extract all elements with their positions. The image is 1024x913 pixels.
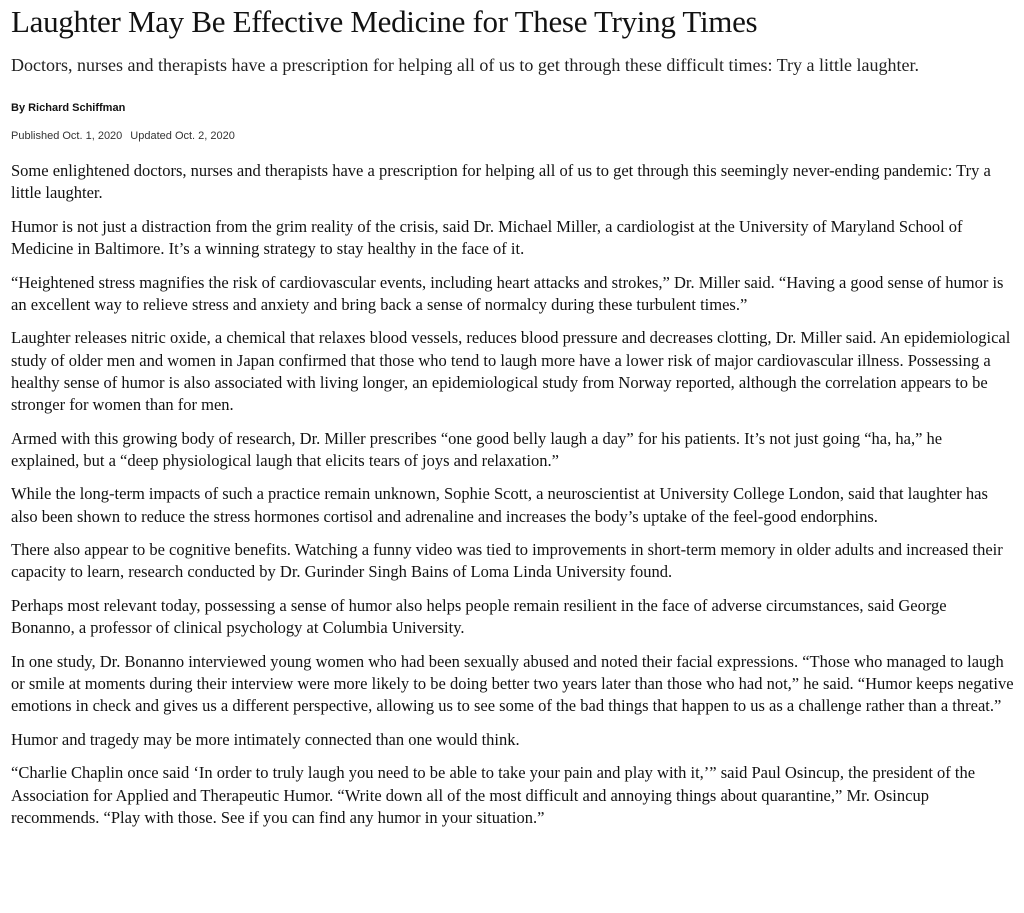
article-body [11,160,1014,829]
article-paragraph: Humor and tragedy may be more intimately connected than one would think. [11,729,520,749]
article-paragraph: In one study, Dr. Bonanno interviewed young women who had been sexually abused and noted their facial expressions. “Those who managed to laugh or smile at moments during their interview were more likely to be doing better two years later than those who had not,” he said. “Humor keeps negative emotions in check and gives us a different perspective, allowing us to see some of the bad things that happen to us as a challenge rather than a threat.” [11,651,1014,716]
article-paragraph: Some enlightened doctors, nurses and therapists have a prescription for helping all of us to get through this seemingly never-ending pandemic: Try a little laughter. [11,161,991,203]
published-date: Published Oct. 1, 2020 [11,130,123,142]
article-paragraph: Laughter releases nitric oxide, a chemical that relaxes blood vessels, reduces blood pressure and decreases clotting, Dr. Miller said. An epidemiological study of older men and women in Japan confirmed that those who tend to laugh more have a lower risk of major cardiovascular illness. Possessing a healthy sense of humor is also associated with living longer, an epidemiological study from Norway reported, although the correlation appears to be stronger for women than for men. [11,328,1011,414]
article-paragraph: “Charlie Chaplin once said ‘In order to truly laugh you need to be able to take your pain and play with it,’” said Paul Osincup, the president of the Association for Applied and Therapeutic Humor. “Write down all of the most difficult and annoying things about quarantine,” Mr. Osincup recommends. “Play with those. See if you can find any humor in your situation.” [11,763,976,827]
article-byline: By Richard Schiffman [11,102,126,114]
article-paragraph: “Heightened stress magnifies the risk of cardiovascular events, including heart attacks and strokes,” Dr. Miller said. “Having a good sense of humor is an excellent way to relieve stress and anxiety and bring back a sense of normalcy during these turbulent times.” [11,272,1004,314]
article-paragraph: Armed with this growing body of research, Dr. Miller prescribes “one good belly laugh a day” for his patients. It’s not just going “ha, ha,” he explained, but a “deep physiological laugh that elicits tears of joys and relaxation.” [11,428,943,470]
updated-date: Updated Oct. 2, 2020 [130,130,235,142]
article-dates [11,129,1014,143]
article-paragraph: Perhaps most relevant today, possessing a sense of humor also helps people remain resilient in the face of adverse circumstances, said George Bonanno, a professor of clinical psychology at Columbia University. [11,595,947,638]
article-paragraph: Humor is not just a distraction from the grim reality of the crisis, said Dr. Michael Miller, a cardiologist at the University of Maryland School of Medicine in Baltimore. It’s a winning strategy to stay healthy in the face of it. [11,216,963,258]
article-summary: Doctors, nurses and therapists have a prescription for helping all of us to get through these difficult times: Try a little laughter. [11,55,919,75]
article-paragraph: There also appear to be cognitive benefits. Watching a funny video was tied to improvements in short-term memory in older adults and increased their capacity to learn, research conducted by Dr. Gurinder Singh Bains of Loma Linda University found. [11,540,1003,582]
article-headline: Laughter May Be Effective Medicine for These Trying Times [11,4,758,39]
article [0,4,1024,829]
article-paragraph: While the long-term impacts of such a practice remain unknown, Sophie Scott, a neuroscientist at University College London, said that laughter has also been shown to reduce the stress hormones cortisol and adrenaline and increases the body’s uptake of the feel-good endorphins. [11,484,988,526]
